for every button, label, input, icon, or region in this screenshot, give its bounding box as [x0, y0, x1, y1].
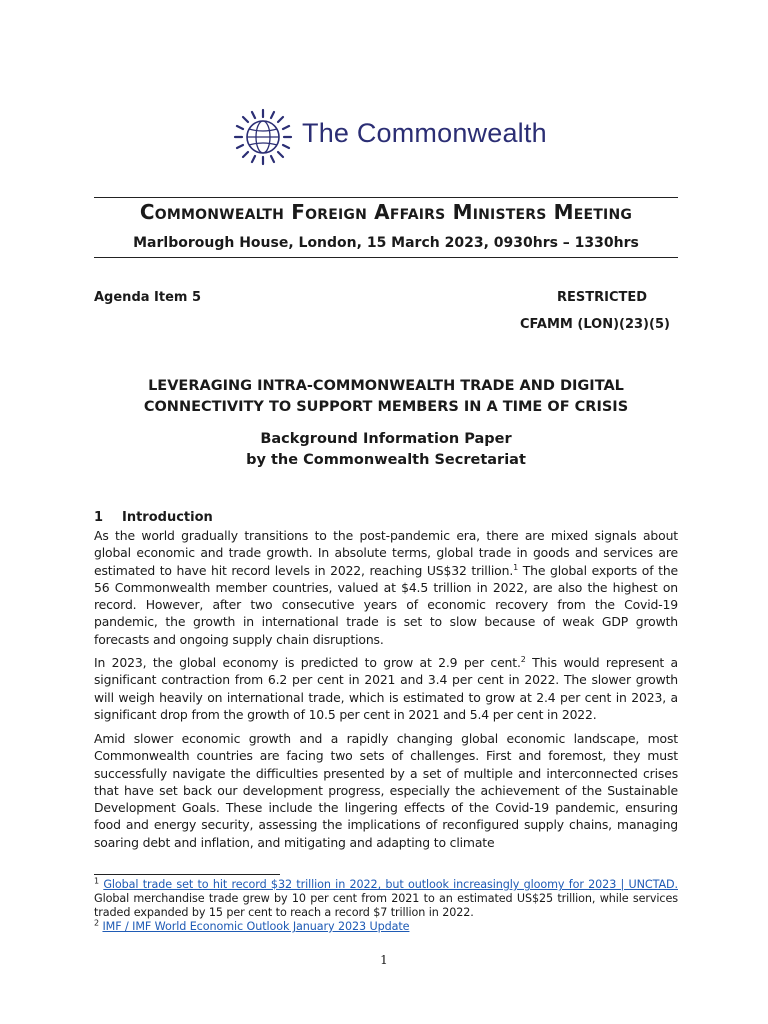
footnote-ref-2[interactable]: 2 — [520, 654, 526, 664]
section-number: 1 — [94, 510, 104, 525]
paragraph-2 — [94, 654, 678, 723]
document-subtitle-line-2: by the Commonwealth Secretariat — [246, 452, 526, 468]
footnote-marker: 1 — [94, 876, 99, 886]
meeting-title: Commonwealth Foreign Affairs Ministers Meeting — [139, 200, 633, 224]
header-bottom-rule — [94, 257, 678, 258]
section-title: Introduction — [122, 510, 213, 525]
page-number: 1 — [380, 953, 388, 967]
classification-label: RESTRICTED — [557, 290, 648, 305]
section-heading — [94, 510, 213, 525]
footnote-2-link[interactable]: IMF / IMF World Economic Outlook January 2023 Update — [102, 920, 410, 933]
agenda-item: Agenda Item 5 — [94, 290, 202, 305]
footnote-2 — [94, 920, 678, 934]
paragraph-2-text-b: This would represent a significant contraction from 6.2 per cent in 2021 and 3.4 per cent in 2022. The slower growth will weigh heavily on international trade, which is estimated to grow at 2.4 per cent in 2023, a significant drop from the growth of 10.5 per cent in 2021 and 5.4 per cent in 2022. — [94, 655, 679, 722]
footnote-separator — [94, 874, 280, 875]
paragraph-1-text-a: As the world gradually transitions to the post-pandemic era, there are mixed signals about global economic and trade growth. In absolute terms, global trade in goods and services are estimated to have hit record levels in 2022, reaching US$32 trillion. — [94, 528, 678, 578]
footnote-marker: 2 — [94, 918, 99, 928]
document-title-line-2: CONNECTIVITY TO SUPPORT MEMBERS IN A TIME OF CRISIS — [143, 399, 629, 415]
footnotes — [94, 878, 678, 934]
logo-wordmark: The Commonwealth — [302, 118, 547, 148]
document-reference: CFAMM (LON)(23)(5) — [520, 317, 670, 332]
document-subtitle — [94, 429, 678, 471]
commonwealth-logo — [232, 108, 547, 166]
footnote-1 — [94, 878, 678, 920]
paragraph-1 — [94, 527, 678, 648]
document-title-line-1: LEVERAGING INTRA-COMMONWEALTH TRADE AND DIGITAL — [148, 378, 624, 394]
footnote-1-link[interactable]: Global trade set to hit record $32 trillion in 2022, but outlook increasingly gloomy for 2023 | UNCTAD. — [103, 878, 678, 891]
header-top-rule — [94, 197, 678, 198]
paragraph-3: Amid slower economic growth and a rapidly changing global economic landscape, most Commonwealth countries are facing two sets of challenges. First and foremost, they must successfully navigate the difficulties presented by a set of multiple and interconnected crises that have set back our development progress, especially the achievement of the Sustainable Development Goals. These include the lingering effects of the Covid-19 pandemic, ensuring food and energy security, assessing the implications of reconfigured supply chains, managing soaring debt and inflation, and mitigating and adapting to climate — [94, 731, 678, 850]
document-title — [94, 376, 678, 418]
paragraph-1-text-b: The global exports of the 56 Commonwealth member countries, valued at $4.5 trillion in 2022, are also the highest on record. However, after two consecutive years of economic recovery from the Covid-19 pandemic, the growth in international trade is set to slow because of weak GDP growth forecasts and ongoing supply chain disruptions. — [94, 562, 678, 647]
footnote-ref-1[interactable]: 1 — [513, 562, 519, 572]
commonwealth-globe-icon — [232, 108, 294, 166]
meeting-subtitle: Marlborough House, London, 15 March 2023, 0930hrs – 1330hrs — [133, 235, 639, 251]
footnote-1-text: Global merchandise trade grew by 10 per cent from 2021 to an estimated US$25 trillion, while services traded expanded by 15 per cent to reach a record $7 trillion in 2022. — [94, 892, 678, 919]
document-subtitle-line-1: Background Information Paper — [260, 431, 512, 447]
paragraph-2-text-a: In 2023, the global economy is predicted to grow at 2.9 per cent. — [94, 655, 521, 670]
